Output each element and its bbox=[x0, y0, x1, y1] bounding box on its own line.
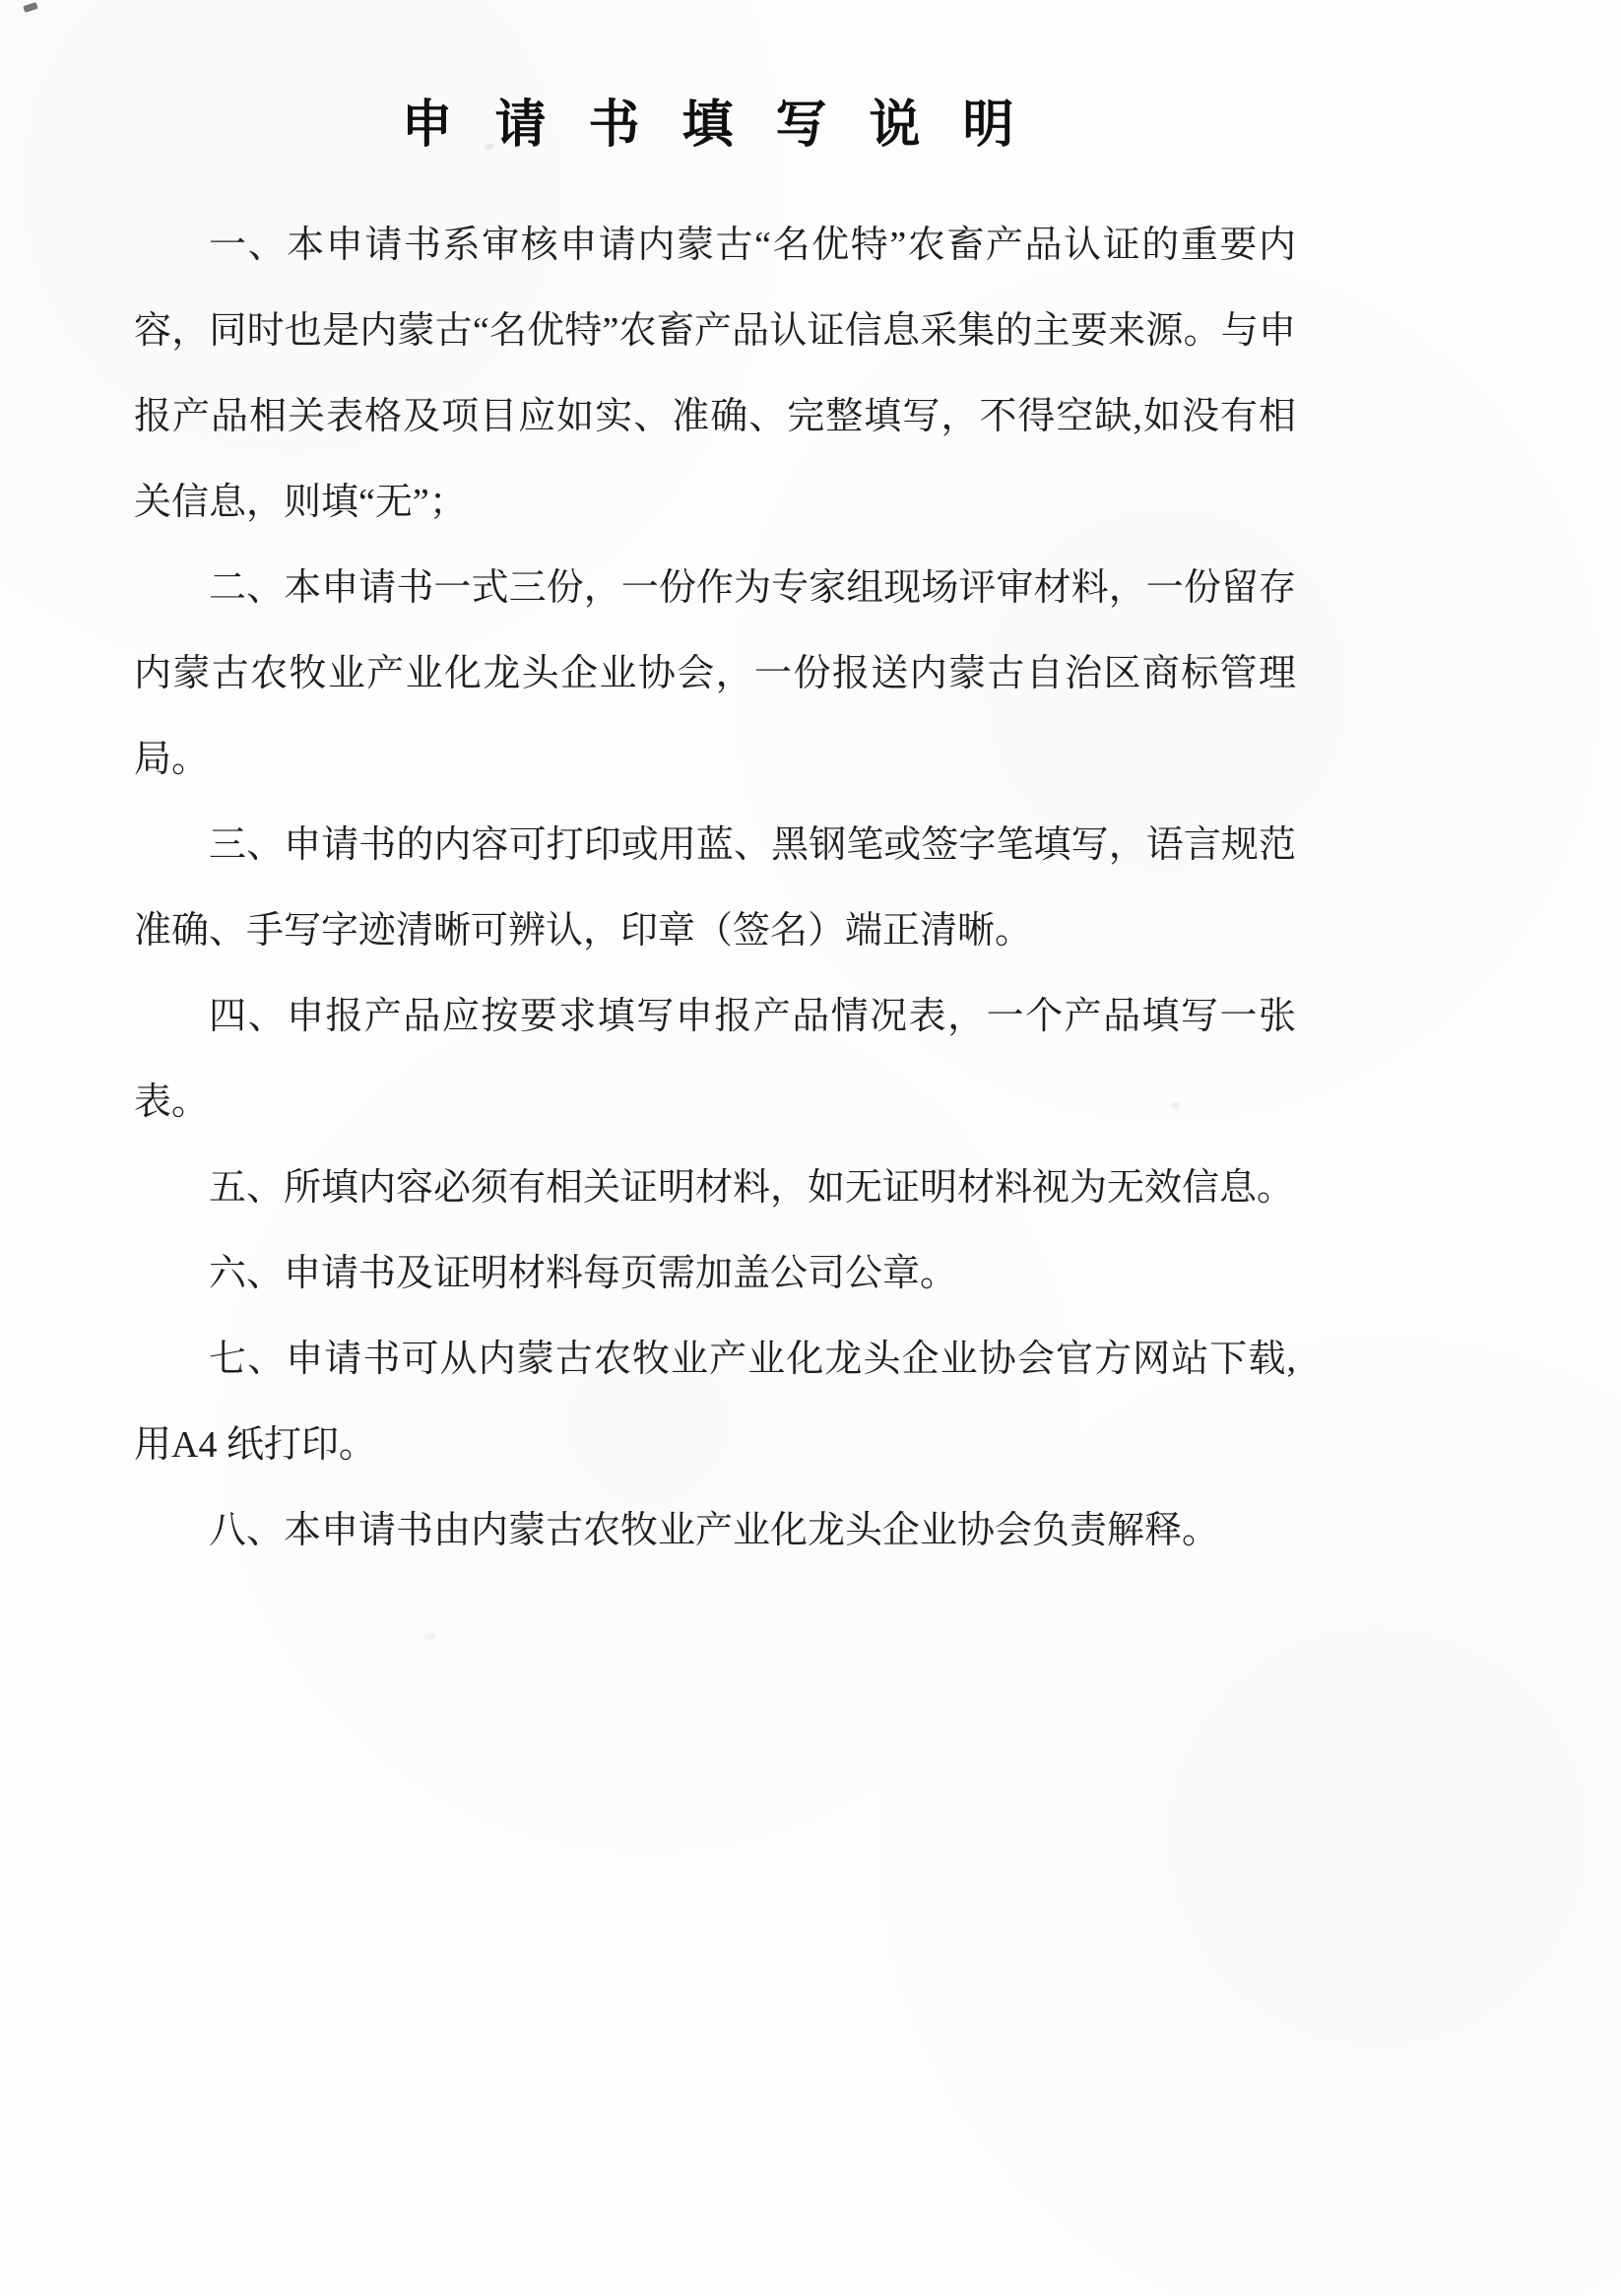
scan-artifact-speck bbox=[423, 1633, 435, 1640]
instruction-paragraph-4: 四、申报产品应按要求填写申报产品情况表，一个产品填写一张表。 bbox=[134, 996, 1296, 1123]
instruction-paragraph-7: 七、申请书可从内蒙古农牧业产业化龙头企业协会官方网站下载,用A4 纸打印。 bbox=[134, 1339, 1296, 1466]
instruction-paragraph-1: 一、本申请书系审核申请内蒙古“名优特”农畜产品认证的重要内容，同时也是内蒙古“名优特”农畜产品认证信息采集的主要来源。与申报产品相关表格及项目应如实、准确、完整填写，不得空缺,如没有相关信息，则填“无”； bbox=[134, 225, 1296, 523]
document-title: 申 请 书 填 写 说 明 bbox=[401, 98, 1029, 154]
instruction-paragraph-5: 五、所填内容必须有相关证明材料，如无证明材料视为无效信息。 bbox=[209, 1167, 1295, 1209]
instruction-paragraph-3: 三、申请书的内容可打印或用蓝、黑钢笔或签字笔填写，语言规范准确、手写字迹清晰可辨认，印章（签名）端正清晰。 bbox=[134, 824, 1296, 951]
instruction-paragraph-8: 八、本申请书由内蒙古农牧业产业化龙头企业协会负责解释。 bbox=[209, 1510, 1220, 1551]
scan-artifact-speck bbox=[23, 2, 37, 13]
instruction-paragraph-6: 六、申请书及证明材料每页需加盖公司公章。 bbox=[209, 1253, 958, 1294]
scan-artifact-speck bbox=[1172, 1101, 1180, 1109]
scan-artifact-speck bbox=[485, 144, 494, 150]
instruction-paragraph-2: 二、本申请书一式三份，一份作为专家组现场评审材料，一份留存内蒙古农牧业产业化龙头企业协会，一份报送内蒙古自治区商标管理局。 bbox=[134, 567, 1296, 780]
document-body bbox=[134, 203, 1296, 1574]
